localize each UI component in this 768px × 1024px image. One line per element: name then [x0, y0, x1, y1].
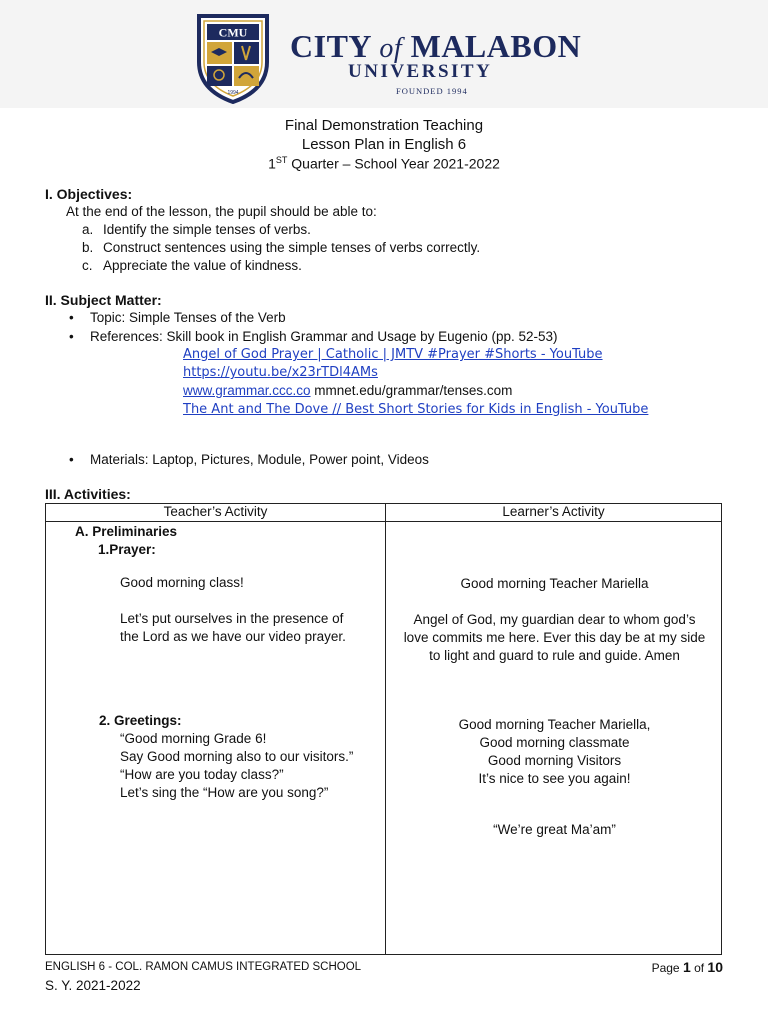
university-subtitle: UNIVERSITY — [348, 61, 493, 82]
objectives-heading: I. Objectives: — [45, 186, 133, 202]
story-video-link[interactable]: The Ant and The Dove // Best Short Stories for Kids in English - YouTube — [183, 402, 649, 417]
document-subtitle: Lesson Plan in English 6 — [301, 136, 467, 153]
learner-greeting-line: Good morning classmate — [479, 735, 630, 750]
teacher-greeting-line: Say Good morning also to our visitors.” — [120, 749, 354, 764]
topic-item: • Topic: Simple Tenses of the Verb — [90, 310, 286, 325]
teacher-activity-header: Teacher’s Activity — [163, 504, 268, 519]
materials-item: • Materials: Laptop, Pictures, Module, Power point, Videos — [90, 452, 429, 467]
document-title: Final Demonstration Teaching — [284, 117, 484, 134]
page-number: Page 1 of 10 — [651, 959, 723, 975]
learner-activity-header: Learner’s Activity — [502, 504, 605, 519]
seal-year: 1994 — [227, 90, 239, 96]
teacher-greeting-line: Let’s sing the “How are you song?” — [120, 785, 329, 800]
objective-letter: a. — [82, 222, 94, 237]
references-item: • References: Skill book in English Grammar and Usage by Eugenio (pp. 52-53) — [90, 329, 558, 344]
quarter-line: 1ST Quarter – School Year 2021-2022 — [268, 155, 500, 172]
teacher-prayer-line: Let’s put ourselves in the presence of — [120, 611, 344, 626]
university-name: CITY of MALABON — [290, 28, 582, 64]
university-seal-icon — [195, 10, 271, 104]
grammar-site-link[interactable]: www.grammar.ccc.co — [183, 383, 311, 398]
footer-school-year: S. Y. 2021-2022 — [45, 978, 141, 993]
youtube-short-link[interactable]: https://youtu.be/x23rTDl4AMs — [183, 365, 378, 380]
learner-prayer-line: to light and guard to rule and guide. Amen — [429, 648, 680, 663]
objective-item: Construct sentences using the simple tenses of verbs correctly. — [103, 240, 481, 255]
activities-heading: III. Activities: — [45, 486, 131, 502]
learner-greeting-line: It’s nice to see you again! — [478, 771, 631, 786]
teacher-greeting: Good morning class! — [120, 575, 244, 590]
learner-response: “We’re great Ma’am” — [493, 822, 616, 837]
learner-prayer-line: Angel of God, my guardian dear to whom god’s — [413, 612, 696, 627]
prayer-label: 1.Prayer: — [98, 542, 156, 557]
learner-prayer-line: love commits me here. Ever this day be at my side — [403, 630, 706, 645]
seal-text: CMU — [218, 25, 248, 40]
activities-table — [45, 503, 722, 955]
prayer-video-link[interactable]: Angel of God Prayer | Catholic | JMTV #Prayer #Shorts - YouTube — [183, 347, 603, 362]
teacher-greeting-line: “Good morning Grade 6! — [120, 731, 267, 746]
learner-greeting-line: Good morning Teacher Mariella, — [458, 717, 651, 732]
learner-greeting: Good morning Teacher Mariella — [460, 576, 649, 591]
objectives-intro: At the end of the lesson, the pupil should be able to: — [66, 204, 377, 219]
footer-school: ENGLISH 6 - COL. RAMON CAMUS INTEGRATED SCHOOL — [45, 961, 362, 973]
greetings-label: 2. Greetings: — [99, 713, 182, 728]
subject-matter-heading: II. Subject Matter: — [45, 292, 162, 308]
preliminaries-heading: A. Preliminaries — [75, 524, 178, 539]
teacher-prayer-line: the Lord as we have our video prayer. — [120, 629, 346, 644]
founded-text: FOUNDED 1994 — [396, 86, 468, 96]
learner-greeting-line: Good morning Visitors — [487, 753, 622, 768]
objective-item: Appreciate the value of kindness. — [103, 258, 302, 273]
objective-item: Identify the simple tenses of verbs. — [103, 222, 311, 237]
grammar-reference: www.grammar.ccc.co mmnet.edu/grammar/tenses.com — [183, 383, 513, 398]
objective-letter: b. — [82, 240, 94, 255]
university-header — [0, 0, 768, 108]
teacher-greeting-line: “How are you today class?” — [120, 767, 284, 782]
objective-letter: c. — [82, 258, 93, 273]
